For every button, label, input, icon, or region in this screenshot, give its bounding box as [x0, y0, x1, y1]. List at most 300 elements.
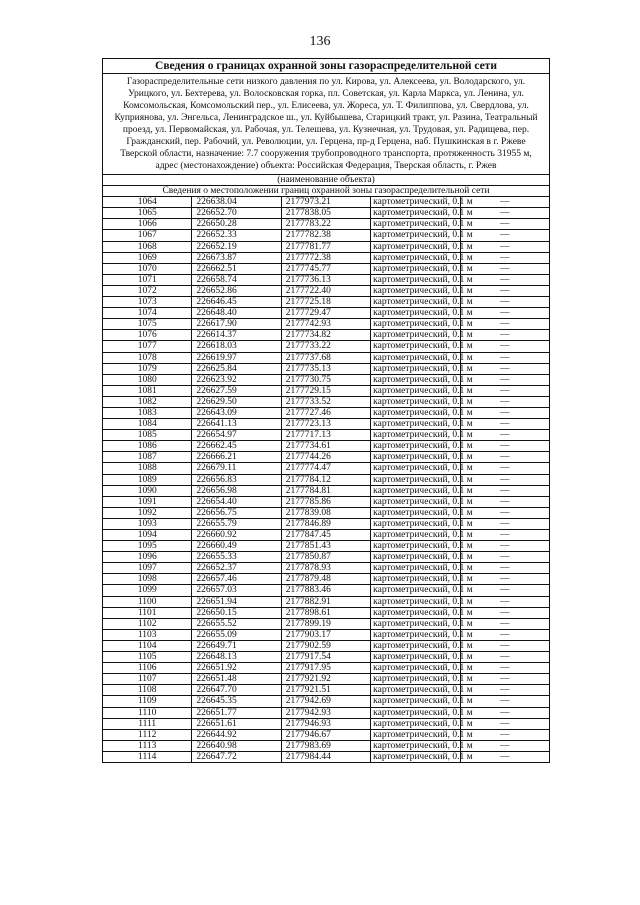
cell-coord-y: 2177734.82	[281, 330, 370, 341]
cell-coord-x: 226650.15	[192, 607, 281, 618]
table-row	[103, 518, 550, 529]
cell-point-number: 1072	[103, 285, 192, 296]
cell-coord-y: 2177921.51	[281, 685, 370, 696]
cell-extra: —	[460, 252, 549, 263]
cell-point-number: 1092	[103, 507, 192, 518]
cell-coord-y: 2177917.95	[281, 663, 370, 674]
cell-extra: —	[460, 230, 549, 241]
table-row	[103, 696, 550, 707]
cell-coord-x: 226643.09	[192, 407, 281, 418]
table-row	[103, 219, 550, 230]
table-row	[103, 374, 550, 385]
cell-point-number: 1089	[103, 474, 192, 485]
cell-point-number: 1101	[103, 607, 192, 618]
cell-method: картометрический, 0.1 м	[371, 663, 460, 674]
cell-extra: —	[460, 407, 549, 418]
cell-coord-x: 226647.72	[192, 751, 281, 762]
cell-method: картометрический, 0.1 м	[371, 518, 460, 529]
cell-extra: —	[460, 629, 549, 640]
cell-coord-x: 226662.51	[192, 263, 281, 274]
table-row	[103, 463, 550, 474]
cell-method: картометрический, 0.1 м	[371, 396, 460, 407]
cell-coord-x: 226618.03	[192, 341, 281, 352]
cell-method: картометрический, 0.1 м	[371, 374, 460, 385]
cell-coord-y: 2177847.45	[281, 530, 370, 541]
cell-coord-y: 2177782.38	[281, 230, 370, 241]
cell-coord-x: 226655.33	[192, 552, 281, 563]
cell-extra: —	[460, 363, 549, 374]
cell-method: картометрический, 0.1 м	[371, 585, 460, 596]
cell-coord-x: 226652.37	[192, 563, 281, 574]
cell-extra: —	[460, 618, 549, 629]
cell-coord-y: 2177903.17	[281, 629, 370, 640]
cell-point-number: 1095	[103, 541, 192, 552]
cell-coord-y: 2177717.13	[281, 430, 370, 441]
cell-extra: —	[460, 263, 549, 274]
cell-method: картометрический, 0.1 м	[371, 485, 460, 496]
cell-method: картометрический, 0.1 м	[371, 707, 460, 718]
cell-method: картометрический, 0.1 м	[371, 330, 460, 341]
cell-extra: —	[460, 308, 549, 319]
cell-point-number: 1091	[103, 496, 192, 507]
cell-coord-x: 226657.03	[192, 585, 281, 596]
cell-extra: —	[460, 596, 549, 607]
cell-point-number: 1079	[103, 363, 192, 374]
cell-extra: —	[460, 419, 549, 430]
cell-coord-y: 2177730.75	[281, 374, 370, 385]
cell-extra: —	[460, 285, 549, 296]
cell-point-number: 1103	[103, 629, 192, 640]
table-row	[103, 297, 550, 308]
cell-coord-x: 226679.11	[192, 463, 281, 474]
table-row	[103, 596, 550, 607]
cell-coord-x: 226660.92	[192, 530, 281, 541]
cell-coord-y: 2177983.69	[281, 740, 370, 751]
cell-coord-x: 226648.13	[192, 652, 281, 663]
cell-extra: —	[460, 219, 549, 230]
table-row	[103, 396, 550, 407]
cell-method: картометрический, 0.1 м	[371, 596, 460, 607]
table-row	[103, 319, 550, 330]
cell-coord-y: 2177942.69	[281, 696, 370, 707]
cell-extra: —	[460, 518, 549, 529]
cell-method: картометрический, 0.1 м	[371, 263, 460, 274]
cell-coord-x: 226623.92	[192, 374, 281, 385]
cell-coord-y: 2177946.93	[281, 718, 370, 729]
cell-method: картометрический, 0.1 м	[371, 685, 460, 696]
cell-point-number: 1112	[103, 729, 192, 740]
cell-point-number: 1085	[103, 430, 192, 441]
cell-coord-y: 2177883.46	[281, 585, 370, 596]
cell-coord-x: 226657.46	[192, 574, 281, 585]
table-row	[103, 607, 550, 618]
table-row	[103, 419, 550, 430]
cell-point-number: 1067	[103, 230, 192, 241]
cell-point-number: 1087	[103, 452, 192, 463]
cell-coord-x: 226645.35	[192, 696, 281, 707]
table-row	[103, 230, 550, 241]
coordinate-rows	[103, 197, 550, 763]
cell-point-number: 1074	[103, 308, 192, 319]
cell-point-number: 1102	[103, 618, 192, 629]
cell-point-number: 1084	[103, 419, 192, 430]
cell-coord-x: 226629.50	[192, 396, 281, 407]
document-title: Сведения о границах охранной зоны газораспределительной сети	[103, 59, 550, 74]
cell-point-number: 1082	[103, 396, 192, 407]
cell-extra: —	[460, 585, 549, 596]
cell-point-number: 1070	[103, 263, 192, 274]
cell-extra: —	[460, 208, 549, 219]
table-row	[103, 407, 550, 418]
table-row	[103, 385, 550, 396]
cell-coord-y: 2177846.89	[281, 518, 370, 529]
cell-coord-y: 2177722.40	[281, 285, 370, 296]
cell-coord-x: 226652.86	[192, 285, 281, 296]
cell-coord-x: 226658.74	[192, 274, 281, 285]
cell-method: картометрический, 0.1 м	[371, 208, 460, 219]
table-row	[103, 285, 550, 296]
table-row	[103, 729, 550, 740]
table-row	[103, 197, 550, 208]
cell-point-number: 1078	[103, 352, 192, 363]
cell-coord-x: 226655.79	[192, 518, 281, 529]
cell-coord-x: 226654.97	[192, 430, 281, 441]
cell-coord-x: 226644.92	[192, 729, 281, 740]
cell-coord-x: 226619.97	[192, 352, 281, 363]
cell-coord-y: 2177917.54	[281, 652, 370, 663]
cell-method: картометрический, 0.1 м	[371, 219, 460, 230]
table-row	[103, 241, 550, 252]
cell-method: картометрический, 0.1 м	[371, 319, 460, 330]
cell-point-number: 1077	[103, 341, 192, 352]
table-row	[103, 507, 550, 518]
cell-method: картометрический, 0.1 м	[371, 729, 460, 740]
cell-extra: —	[460, 552, 549, 563]
cell-point-number: 1076	[103, 330, 192, 341]
title-row	[103, 59, 550, 74]
cell-coord-y: 2177946.67	[281, 729, 370, 740]
cell-method: картометрический, 0.1 м	[371, 241, 460, 252]
cell-coord-x: 226627.59	[192, 385, 281, 396]
cell-coord-y: 2177783.22	[281, 219, 370, 230]
table-row	[103, 629, 550, 640]
cell-extra: —	[460, 563, 549, 574]
cell-point-number: 1086	[103, 441, 192, 452]
cell-extra: —	[460, 274, 549, 285]
cell-coord-y: 2177902.59	[281, 640, 370, 651]
cell-method: картометрический, 0.1 м	[371, 618, 460, 629]
cell-coord-y: 2177727.46	[281, 407, 370, 418]
object-caption: (наименование объекта)	[103, 175, 550, 186]
cell-coord-y: 2177737.68	[281, 352, 370, 363]
cell-point-number: 1098	[103, 574, 192, 585]
cell-coord-x: 226656.98	[192, 485, 281, 496]
cell-coord-y: 2177984.44	[281, 751, 370, 762]
cell-coord-x: 226617.90	[192, 319, 281, 330]
cell-method: картометрический, 0.1 м	[371, 496, 460, 507]
cell-coord-x: 226654.40	[192, 496, 281, 507]
cell-point-number: 1111	[103, 718, 192, 729]
cell-method: картометрический, 0.1 м	[371, 607, 460, 618]
cell-method: картометрический, 0.1 м	[371, 385, 460, 396]
cell-coord-y: 2177733.22	[281, 341, 370, 352]
table-row	[103, 574, 550, 585]
cell-coord-y: 2177851.43	[281, 541, 370, 552]
table-row	[103, 740, 550, 751]
cell-point-number: 1113	[103, 740, 192, 751]
cell-extra: —	[460, 452, 549, 463]
cell-method: картометрический, 0.1 м	[371, 463, 460, 474]
cell-point-number: 1081	[103, 385, 192, 396]
cell-method: картометрический, 0.1 м	[371, 285, 460, 296]
table-row	[103, 452, 550, 463]
cell-point-number: 1114	[103, 751, 192, 762]
cell-coord-y: 2177745.77	[281, 263, 370, 274]
cell-point-number: 1083	[103, 407, 192, 418]
table-row	[103, 274, 550, 285]
cell-method: картометрический, 0.1 м	[371, 552, 460, 563]
cell-coord-y: 2177733.52	[281, 396, 370, 407]
cell-method: картометрический, 0.1 м	[371, 563, 460, 574]
cell-point-number: 1071	[103, 274, 192, 285]
cell-extra: —	[460, 663, 549, 674]
cell-coord-x: 226666.21	[192, 452, 281, 463]
cell-coord-y: 2177734.61	[281, 441, 370, 452]
cell-point-number: 1100	[103, 596, 192, 607]
cell-coord-y: 2177774.47	[281, 463, 370, 474]
table-row	[103, 474, 550, 485]
cell-point-number: 1097	[103, 563, 192, 574]
cell-method: картометрический, 0.1 м	[371, 718, 460, 729]
cell-extra: —	[460, 729, 549, 740]
cell-coord-y: 2177942.93	[281, 707, 370, 718]
cell-extra: —	[460, 330, 549, 341]
cell-point-number: 1107	[103, 674, 192, 685]
cell-method: картометрический, 0.1 м	[371, 308, 460, 319]
cell-method: картометрический, 0.1 м	[371, 674, 460, 685]
table-row	[103, 530, 550, 541]
cell-extra: —	[460, 485, 549, 496]
cell-coord-y: 2177882.91	[281, 596, 370, 607]
cell-coord-x: 226647.70	[192, 685, 281, 696]
cell-point-number: 1088	[103, 463, 192, 474]
boundary-table	[102, 58, 550, 763]
cell-extra: —	[460, 718, 549, 729]
cell-coord-x: 226673.87	[192, 252, 281, 263]
cell-coord-y: 2177879.48	[281, 574, 370, 585]
cell-coord-y: 2177742.93	[281, 319, 370, 330]
table-row	[103, 685, 550, 696]
cell-extra: —	[460, 496, 549, 507]
cell-point-number: 1069	[103, 252, 192, 263]
cell-coord-x: 226641.13	[192, 419, 281, 430]
cell-method: картометрический, 0.1 м	[371, 740, 460, 751]
cell-point-number: 1094	[103, 530, 192, 541]
table-row	[103, 585, 550, 596]
table-row	[103, 718, 550, 729]
cell-method: картометрический, 0.1 м	[371, 441, 460, 452]
cell-point-number: 1090	[103, 485, 192, 496]
section-title: Сведения о местоположении границ охранной зоны газораспределительной сети	[103, 186, 550, 197]
cell-point-number: 1108	[103, 685, 192, 696]
cell-method: картометрический, 0.1 м	[371, 541, 460, 552]
table-row	[103, 751, 550, 762]
table-row	[103, 618, 550, 629]
cell-point-number: 1110	[103, 707, 192, 718]
table-row	[103, 652, 550, 663]
cell-method: картометрический, 0.1 м	[371, 507, 460, 518]
cell-extra: —	[460, 652, 549, 663]
cell-extra: —	[460, 674, 549, 685]
cell-coord-x: 226651.48	[192, 674, 281, 685]
cell-coord-x: 226652.33	[192, 230, 281, 241]
table-row	[103, 363, 550, 374]
cell-extra: —	[460, 197, 549, 208]
cell-point-number: 1065	[103, 208, 192, 219]
cell-coord-x: 226660.49	[192, 541, 281, 552]
cell-coord-y: 2177850.87	[281, 552, 370, 563]
cell-point-number: 1075	[103, 319, 192, 330]
cell-coord-x: 226614.37	[192, 330, 281, 341]
cell-extra: —	[460, 751, 549, 762]
cell-coord-y: 2177772.38	[281, 252, 370, 263]
cell-coord-y: 2177744.26	[281, 452, 370, 463]
table-row	[103, 430, 550, 441]
table-row	[103, 263, 550, 274]
cell-extra: —	[460, 241, 549, 252]
cell-coord-y: 2177878.93	[281, 563, 370, 574]
cell-method: картометрический, 0.1 м	[371, 252, 460, 263]
cell-coord-y: 2177785.86	[281, 496, 370, 507]
cell-coord-y: 2177735.13	[281, 363, 370, 374]
cell-point-number: 1109	[103, 696, 192, 707]
cell-extra: —	[460, 696, 549, 707]
cell-coord-y: 2177729.47	[281, 308, 370, 319]
cell-extra: —	[460, 740, 549, 751]
cell-point-number: 1080	[103, 374, 192, 385]
table-row	[103, 485, 550, 496]
cell-extra: —	[460, 385, 549, 396]
cell-coord-x: 226649.71	[192, 640, 281, 651]
cell-method: картометрический, 0.1 м	[371, 696, 460, 707]
cell-point-number: 1106	[103, 663, 192, 674]
table-row	[103, 330, 550, 341]
cell-coord-y: 2177784.12	[281, 474, 370, 485]
table-row	[103, 496, 550, 507]
cell-extra: —	[460, 430, 549, 441]
section-row	[103, 186, 550, 197]
cell-point-number: 1068	[103, 241, 192, 252]
cell-extra: —	[460, 374, 549, 385]
cell-method: картометрический, 0.1 м	[371, 419, 460, 430]
cell-extra: —	[460, 319, 549, 330]
cell-coord-x: 226656.75	[192, 507, 281, 518]
cell-method: картометрический, 0.1 м	[371, 352, 460, 363]
table-row	[103, 563, 550, 574]
cell-point-number: 1073	[103, 297, 192, 308]
cell-method: картометрический, 0.1 м	[371, 407, 460, 418]
cell-extra: —	[460, 297, 549, 308]
cell-method: картометрический, 0.1 м	[371, 530, 460, 541]
cell-extra: —	[460, 707, 549, 718]
cell-extra: —	[460, 441, 549, 452]
cell-point-number: 1093	[103, 518, 192, 529]
table-row	[103, 252, 550, 263]
object-description: Газораспределительные сети низкого давления по ул. Кирова, ул. Алексеева, ул. Володарского, ул. Урицкого, ул. Бехтерева, ул. Волосковская горка, пл. Советская, ул. Карла Маркса, ул. Ленина, ул. Комсомольская, Комсомольский пер., ул. Елисеева, ул. Жореса, ул. Т. Филиппова, ул. Свердлова, ул. Куприянова, ул. Энгельса, Ленинградское ш., ул. Куйбышева, Старицкий тракт, ул. Разина, Театральный проезд, ул. Первомайская, ул. Рабочая, ул. Телешева, ул. Кузнечная, ул. Трудовая, ул. Радищева, пер. Гражданский, пер. Рабочий, ул. Революции, ул. Герцена, пр-д Герцена, наб. Пушкинская в г. Ржеве Тверской области, назначение: 7.7 сооружения трубопроводного транспорта, протяженность 31955 м, адрес (местонахождение) объекта: Российская Федерация, Тверская область, г. Ржев	[103, 74, 550, 175]
cell-extra: —	[460, 574, 549, 585]
cell-coord-x: 226652.70	[192, 208, 281, 219]
page-number: 136	[309, 34, 331, 49]
cell-coord-x: 226651.92	[192, 663, 281, 674]
cell-method: картометрический, 0.1 м	[371, 640, 460, 651]
cell-point-number: 1096	[103, 552, 192, 563]
cell-coord-x: 226640.98	[192, 740, 281, 751]
cell-method: картометрический, 0.1 м	[371, 751, 460, 762]
cell-coord-y: 2177839.08	[281, 507, 370, 518]
cell-method: картометрический, 0.1 м	[371, 230, 460, 241]
cell-extra: —	[460, 607, 549, 618]
cell-coord-x: 226650.28	[192, 219, 281, 230]
cell-point-number: 1064	[103, 197, 192, 208]
cell-coord-x: 226651.94	[192, 596, 281, 607]
table-row	[103, 663, 550, 674]
cell-coord-x: 226625.84	[192, 363, 281, 374]
cell-method: картометрический, 0.1 м	[371, 430, 460, 441]
cell-extra: —	[460, 685, 549, 696]
cell-coord-y: 2177781.77	[281, 241, 370, 252]
cell-method: картометрический, 0.1 м	[371, 574, 460, 585]
cell-method: картометрический, 0.1 м	[371, 197, 460, 208]
table-row	[103, 707, 550, 718]
cell-method: картометрический, 0.1 м	[371, 297, 460, 308]
cell-coord-x: 226638.04	[192, 197, 281, 208]
cell-coord-x: 226651.77	[192, 707, 281, 718]
table-row	[103, 552, 550, 563]
cell-coord-x: 226656.83	[192, 474, 281, 485]
cell-extra: —	[460, 463, 549, 474]
caption-row	[103, 175, 550, 186]
cell-coord-y: 2177736.13	[281, 274, 370, 285]
cell-coord-x: 226652.19	[192, 241, 281, 252]
table-row	[103, 308, 550, 319]
cell-coord-y: 2177725.18	[281, 297, 370, 308]
cell-method: картометрический, 0.1 м	[371, 363, 460, 374]
cell-method: картометрический, 0.1 м	[371, 341, 460, 352]
table-row	[103, 208, 550, 219]
cell-coord-x: 226651.61	[192, 718, 281, 729]
document-body	[102, 58, 550, 763]
table-row	[103, 341, 550, 352]
cell-coord-x: 226648.40	[192, 308, 281, 319]
cell-method: картометрический, 0.1 м	[371, 452, 460, 463]
cell-point-number: 1066	[103, 219, 192, 230]
cell-extra: —	[460, 507, 549, 518]
cell-point-number: 1105	[103, 652, 192, 663]
table-row	[103, 640, 550, 651]
cell-coord-x: 226662.45	[192, 441, 281, 452]
cell-coord-x: 226646.45	[192, 297, 281, 308]
cell-extra: —	[460, 541, 549, 552]
table-row	[103, 674, 550, 685]
cell-coord-x: 226655.09	[192, 629, 281, 640]
table-row	[103, 352, 550, 363]
cell-coord-y: 2177838.05	[281, 208, 370, 219]
cell-coord-y: 2177921.92	[281, 674, 370, 685]
cell-coord-y: 2177729.15	[281, 385, 370, 396]
cell-extra: —	[460, 341, 549, 352]
cell-extra: —	[460, 474, 549, 485]
cell-coord-y: 2177899.19	[281, 618, 370, 629]
